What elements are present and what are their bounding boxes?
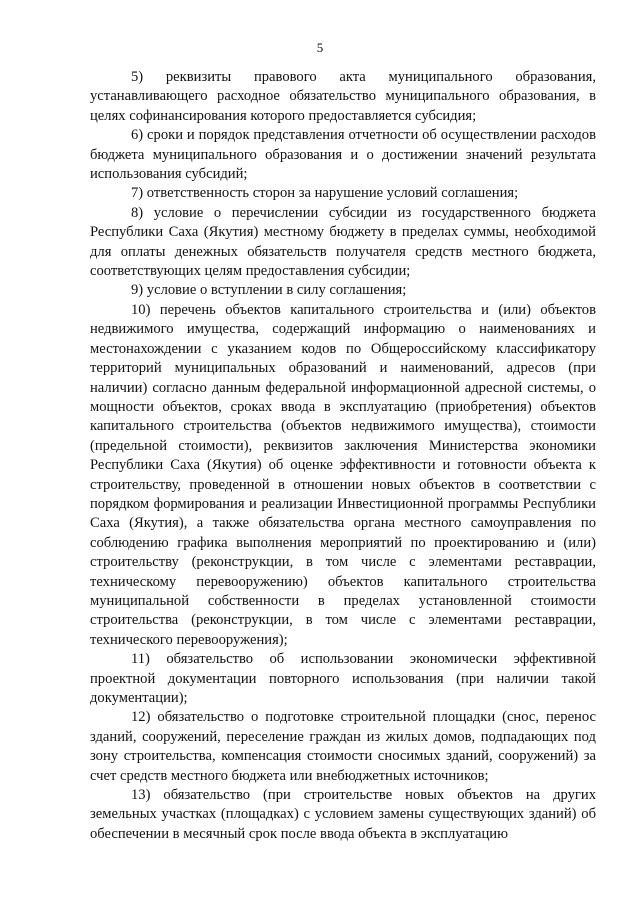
paragraph-item-10: 10) перечень объектов капитального строительства и (или) объектов недвижимого имущества, содержащий информацию о наименованиях и местонахождении с указанием кодов по Общероссийскому классификатору территорий муниципальных образований и наименований, адресов (при наличии) согласно данным федеральной информационной адресной системы, о мощности объектов, сроках ввода в эксплуатацию (приобретения) объектов капитального строительства (объектов недвижимого имущества), стоимости (предельной стоимости), реквизитов заключения Министерства экономики Республики Саха (Якутия) об оценке эффективности и готовности объекта к строительству, проведенной в отношении новых объектов в соответствии с порядком формирования и реализации Инвестиционной программы Республики Саха (Якутия), а также обязательства органа местного самоуправления по соблюдению графика выполнения мероприятий по проектированию и (или) строительству (реконструкции, в том числе с элементами реставрации, техническому перевооружению) объектов капитального строительства муниципальной собственности в пределах установленной стоимости строительства (реконструкции, в том числе с элементами реставрации, технического перевооружения); — [90, 301, 596, 648]
page-number: 5 — [316, 40, 324, 55]
paragraph-item-7: 7) ответственность сторон за нарушение условий соглашения; — [131, 185, 519, 202]
paragraph-item-12: 12) обязательство о подготовке строительной площадки (снос, перенос зданий, сооружений, переселение граждан из жилых домов, подпадающих под зону строительства, компенсация стоимости сносимых зданий, сооружений) за счет средств местного бюджета или внебюджетных источников; — [90, 709, 596, 784]
document-body — [90, 68, 596, 844]
paragraph-item-5: 5) реквизиты правового акта муниципального образования, устанавливающего расходное обязательство муниципального образования, в целях софинансирования которого предоставляется субсидия; — [90, 69, 596, 124]
paragraph-item-8: 8) условие о перечислении субсидии из государственного бюджета Республики Саха (Якутия) местному бюджету в пределах суммы, необходимой для оплаты денежных обязательств получателя средств местного бюджета, соответствующих целям предоставления субсидии; — [90, 204, 596, 280]
paragraph-item-9: 9) условие о вступлении в силу соглашения; — [131, 282, 407, 299]
paragraph-item-6: 6) сроки и порядок представления отчетности об осуществлении расходов бюджета муниципального образования и о достижении значений результата использования субсидий; — [90, 127, 596, 183]
paragraph-item-11: 11) обязательство об использовании экономически эффективной проектной документации повторного использования (при наличии такой документации); — [90, 651, 596, 706]
paragraph-item-13: 13) обязательство (при строительстве новых объектов на других земельных участках (площадках) с условием замены существующих зданий) об обеспечении в месячный срок после ввода объекта в эксплуатацию — [90, 787, 596, 842]
